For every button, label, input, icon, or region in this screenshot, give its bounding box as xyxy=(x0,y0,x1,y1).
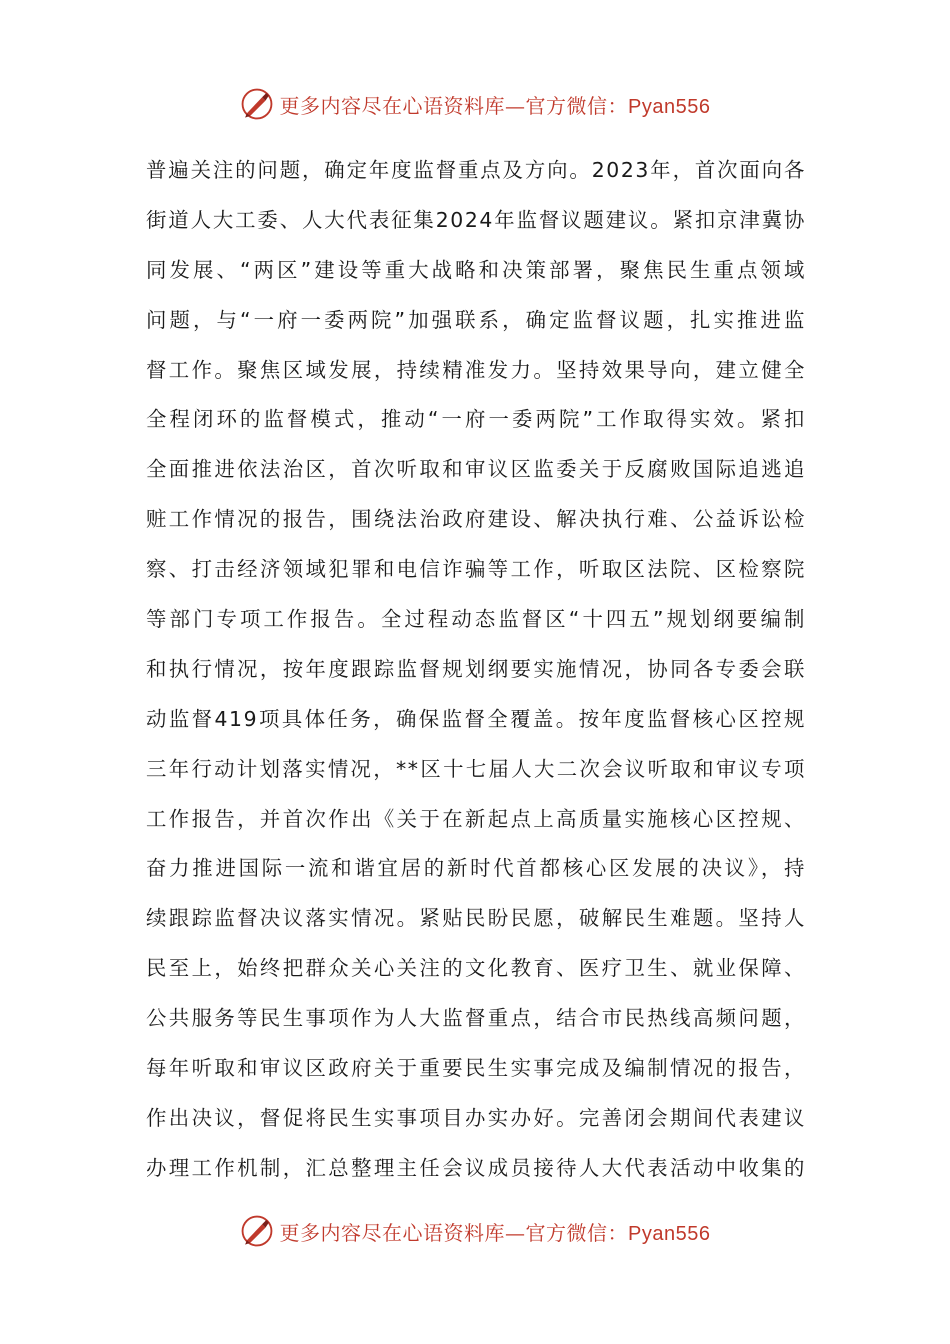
wechat-id: Pyan556 xyxy=(628,95,711,118)
pen-nib-logo-icon xyxy=(240,1214,274,1248)
document-body xyxy=(146,146,806,1194)
text-line: 三年行动计划落实情况，**区十七届人大二次会议听取和审议专项 xyxy=(146,756,806,781)
text-line: 民至上，始终把群众关心关注的文化教育、医疗卫生、就业保障、 xyxy=(146,956,806,981)
text-line: 全程闭环的监督模式，推动“一府一委两院”工作取得实效。紧扣 xyxy=(146,407,806,432)
header-banner-text: 更多内容尽在心语资料库—官方微信：Pyan556 xyxy=(279,93,711,118)
text-line: 街道人大工委、人大代表征集2024年监督议题建议。紧扣京津冀协 xyxy=(146,207,806,232)
text-line: 办理工作机制，汇总整理主任会议成员接待人大代表活动中收集的 xyxy=(146,1155,806,1180)
text-line: 公共服务等民生事项作为人大监督重点，结合市民热线高频问题， xyxy=(146,1006,806,1031)
text-line: 每年听取和审议区政府关于重要民生实事完成及编制情况的报告， xyxy=(146,1056,806,1081)
footer-banner-text: 更多内容尽在心语资料库—官方微信：Pyan556 xyxy=(279,1220,711,1245)
footer-banner xyxy=(0,1211,950,1251)
text-line: 续跟踪监督决议落实情况。紧贴民盼民愿，破解民生难题。坚持人 xyxy=(146,906,806,931)
text-line: 动监督419项具体任务，确保监督全覆盖。按年度监督核心区控规 xyxy=(146,706,806,731)
text-line: 全面推进依法治区，首次听取和审议区监委关于反腐败国际追逃追 xyxy=(146,457,806,482)
text-line: 同发展、“两区”建设等重大战略和决策部署，聚焦民生重点领域 xyxy=(146,257,806,282)
text-line: 和执行情况，按年度跟踪监督规划纲要实施情况，协同各专委会联 xyxy=(146,656,806,681)
text-line: 等部门专项工作报告。全过程动态监督区“十四五”规划纲要编制 xyxy=(146,607,806,632)
text-line: 作出决议，督促将民生实事项目办实办好。完善闭会期间代表建议 xyxy=(146,1105,806,1130)
header-banner xyxy=(0,84,950,124)
text-line: 赃工作情况的报告，围绕法治政府建设、解决执行难、公益诉讼检 xyxy=(146,507,806,532)
text-line: 工作报告，并首次作出《关于在新起点上高质量实施核心区控规、 xyxy=(146,806,806,831)
pen-nib-logo-icon xyxy=(240,87,274,121)
text-line: 问题，与“一府一委两院”加强联系，确定监督议题，扎实推进监 xyxy=(146,307,806,332)
wechat-id: Pyan556 xyxy=(628,1222,711,1245)
text-line: 察、打击经济领域犯罪和电信诈骗等工作，听取区法院、区检察院 xyxy=(146,557,806,582)
text-line: 奋力推进国际一流和谐宜居的新时代首都核心区发展的决议》，持 xyxy=(146,856,806,881)
text-line: 督工作。聚焦区域发展，持续精准发力。坚持效果导向，建立健全 xyxy=(146,357,806,382)
text-line: 普遍关注的问题，确定年度监督重点及方向。2023年，首次面向各 xyxy=(146,158,806,182)
